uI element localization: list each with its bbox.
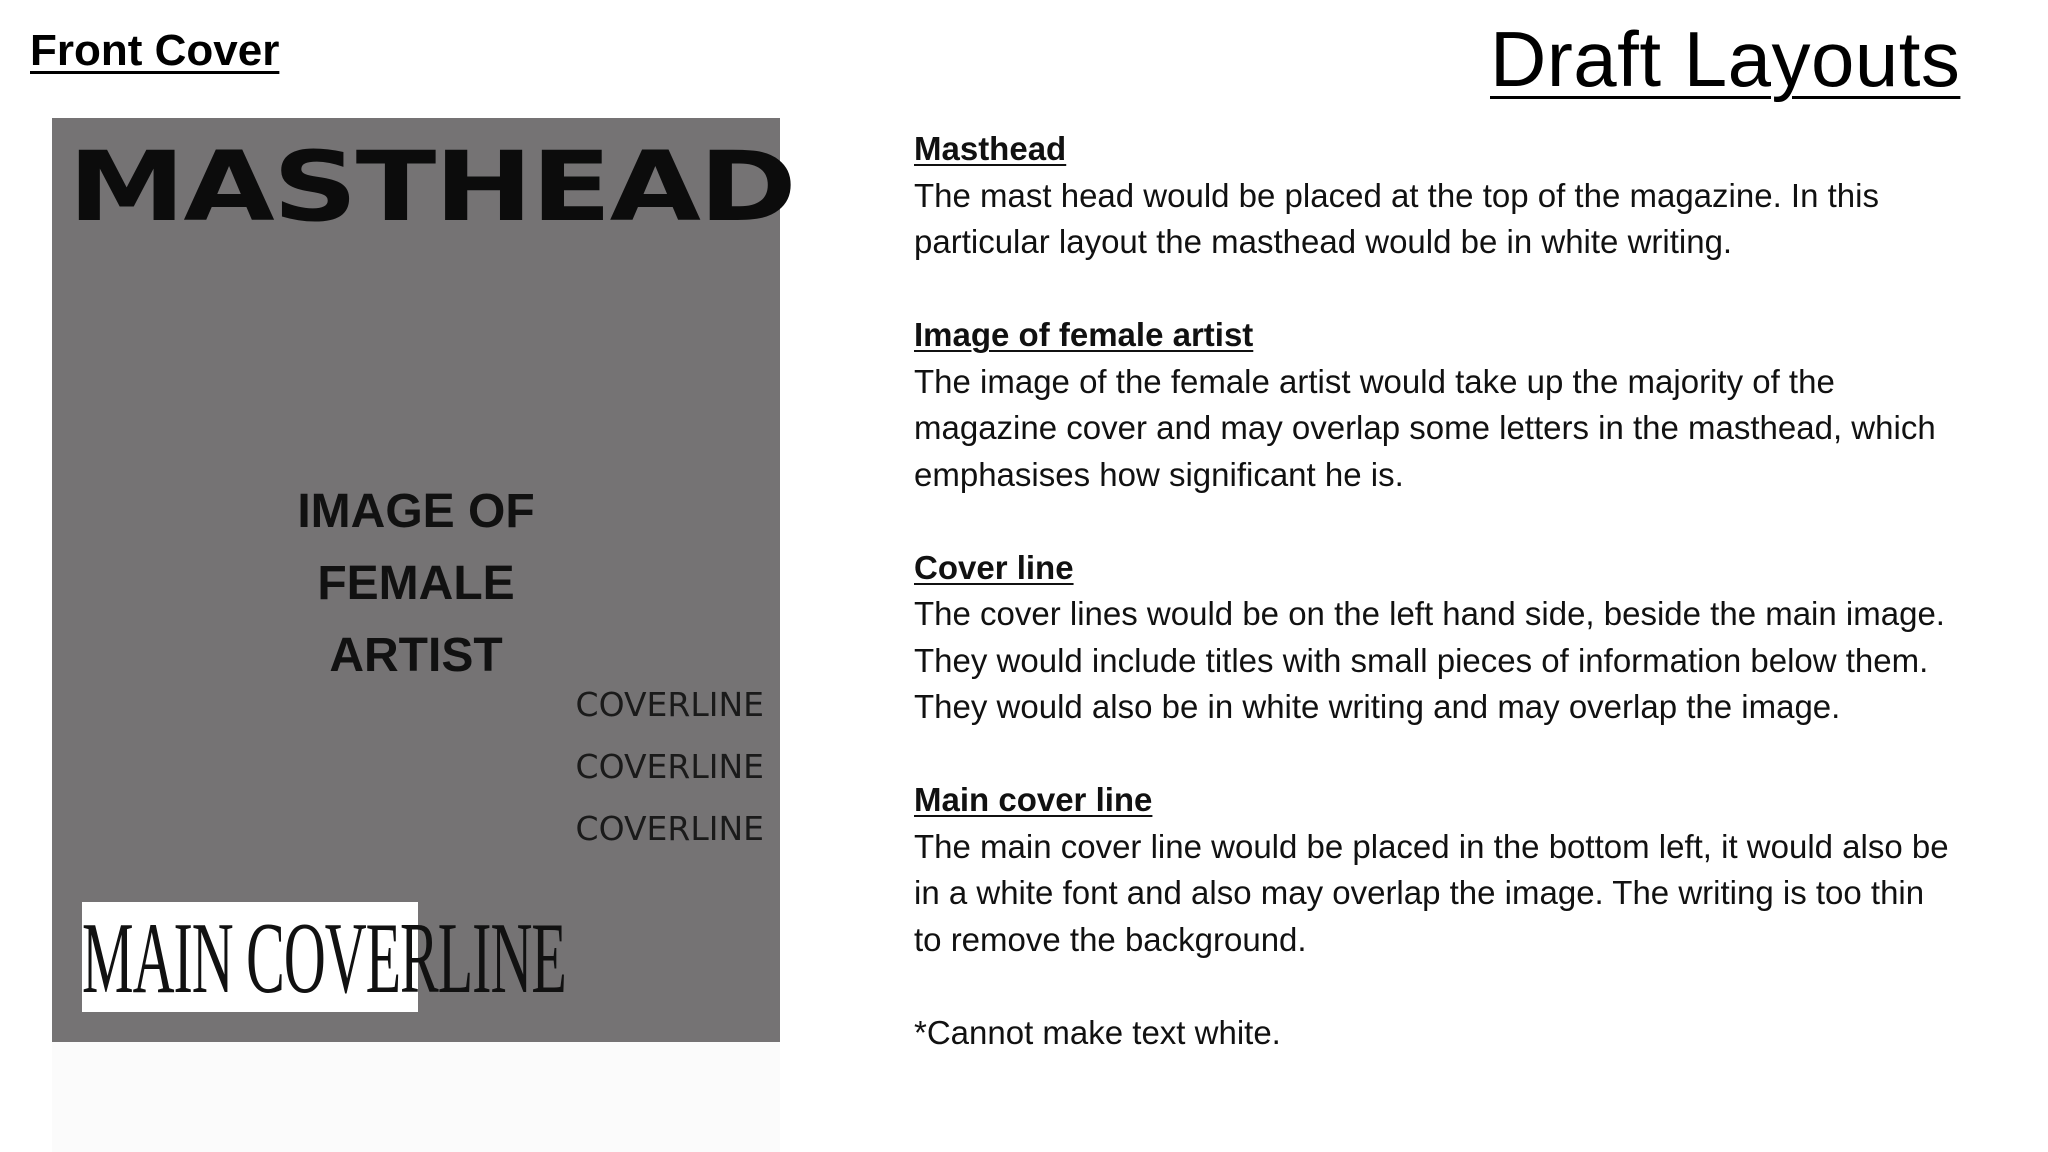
note-section-main-cover-line — [914, 777, 1954, 963]
note-heading: Cover line — [914, 548, 1074, 586]
coverline-item: COVERLINE — [575, 685, 764, 724]
note-section-image — [914, 312, 1954, 498]
main-coverline-box — [82, 901, 566, 1015]
cover-masthead: MASTHEAD — [68, 129, 795, 243]
note-body: The image of the female artist would take up the majority of the magazine cover and may overlap some letters in the masthead, which emphasises how significant he is. — [914, 362, 1936, 493]
page-title: Draft Layouts — [1490, 15, 1961, 103]
note-heading: Main cover line — [914, 781, 1153, 818]
layout-notes — [914, 126, 1954, 1056]
cover-mockup — [52, 118, 795, 1042]
note-footer: *Cannot make text white. — [914, 1013, 1281, 1051]
coverline-item: COVERLINE — [575, 747, 764, 786]
main-coverline-text: MAIN COVERLINE — [82, 901, 566, 1015]
coverline-item: COVERLINE — [575, 809, 764, 848]
front-cover-heading: Front Cover — [30, 26, 280, 75]
note-heading: Image of female artist — [914, 316, 1254, 353]
artist-line: ARTIST — [329, 629, 503, 682]
artist-line: IMAGE OF — [297, 485, 535, 538]
artist-line: FEMALE — [317, 557, 515, 610]
note-section-cover-line — [914, 545, 1954, 731]
note-body: The cover lines would be on the left hand side, beside the main image. They would include titles with small pieces of information below them. They would also be in white writing and may overlap the image. — [914, 595, 1945, 725]
note-heading: Masthead — [914, 130, 1067, 167]
page-shade — [52, 1040, 780, 1152]
note-body: The main cover line would be placed in the bottom left, it would also be in a white font and also may overlap the image. The writing is too thin to remove the background. — [914, 827, 1949, 958]
note-section-masthead — [914, 126, 1954, 266]
coverline-list — [554, 674, 764, 860]
cover-artist-placeholder — [266, 476, 566, 692]
note-body: The mast head would be placed at the top of the magazine. In this particular layout the masthead would be in white writing. — [914, 176, 1879, 260]
